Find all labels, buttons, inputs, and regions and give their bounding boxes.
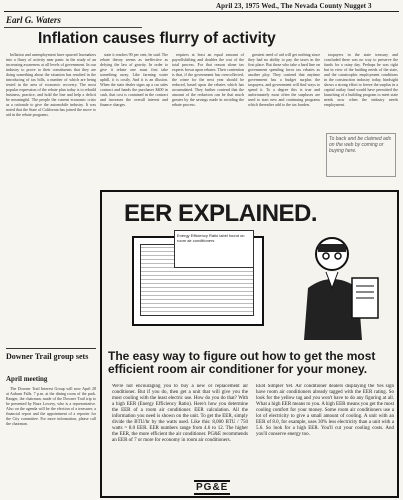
ad-man-illustration bbox=[292, 228, 388, 344]
article-text: greatest need of aid will get nothing since they had no ability to pay the taxes in the first place. But those who take a hard line on government spending favor tax rebates as another ploy. They contend that anytime government has a budget surplus the taxpayers, and government will find ways to spend it. To a degree this is true and unfortunately most often the surpluses are used to start new and continuing programs which thereafter add to the tax burden. bbox=[248, 52, 320, 107]
sidebar-title: Downer Trail group sets bbox=[6, 352, 89, 361]
article-text: requires at least an equal amount of payrollshifting and doubles the cost of the total process. For that reason alone tax experts frown upon rebates. Their contention is that, if the government has overcollected, the crime for the next year should be reduced, based upon the rebates which has accumulated. They further contend that the amount of the reduction can be that much greater by the savings made in avoiding the rebate process. bbox=[172, 52, 244, 107]
ad-subheadline: The easy way to figure out how to get the most efficient room air conditioner for your money. bbox=[108, 349, 376, 376]
article-column-3 bbox=[172, 52, 244, 187]
article-column-1 bbox=[6, 52, 96, 348]
article-text: Inflation and unemployment have spurred lawmakers into a flurry of activity near panic in the study of an increasing awareness at all levels of government. In our industry to prove to their constituents that they are doing something about the situation has resulted in the introducing of tax bills, a number of which are being tested in the area of economic recovery. The most popular expression of the rebate plan today is to rebuild business, practice, and hold the line and help a deficit be meaningful. The people the current economic crisis as a rationale to give the automobile industry. It was noted that the State of California has joined the move to aid in the rebate programs. bbox=[6, 52, 96, 117]
masthead: April 23, 1975 Wed., The Nevada County Nugget 3 bbox=[216, 2, 372, 10]
article-column-2 bbox=[100, 52, 168, 187]
ad-headline: EER EXPLAINED. bbox=[124, 200, 318, 227]
stamp-text: To back and be claimed ads on the web by coming or buying here. bbox=[329, 136, 392, 154]
pge-logo bbox=[194, 482, 230, 493]
library-stamp bbox=[326, 133, 396, 177]
ad-column-1: We're not encouraging you to buy a new or replacement air conditioner. But if you do, then get a unit that will give you the most cooling with the least electric use. How do you do that? With a high EER (Energy Efficiency Ratio). Here's how you determine the EER of a room air conditioner. EER calculation. All the information you need is shown on the unit. To get the EER, simply divide the BTU/hr by the watts used. Like this: 8,000 BTU / 750 watts = 8.0 EER. EER numbers range from 4.6 to 12. The higher the EER, the more efficient the air conditioner. PG&E recommends an EER of 7 or more for economy in room air conditioners. bbox=[112, 384, 248, 443]
article-headline: Inflation causes flurry of activity bbox=[38, 30, 276, 47]
top-rule bbox=[4, 11, 399, 12]
byline: Earl G. Waters bbox=[6, 15, 61, 25]
ad-column-2: EER Simpler Yet. Air conditioner dealers displaying the Yes sign have room air conditioners already tagged with the EER rating. So look for the yellow tag and you won't have to do any figuring at all. What a high EER means to you. A high EER means you get the most cooling comfort for your money. Some room air conditioners use a lot of electricity to give a small amount of cooling. A unit with an EER of 8.0, for example, uses 30% less electricity than a unit with a 5.6. So look for a high EER. You'll cut your cooling costs. And you'll conserve energy too. bbox=[256, 384, 394, 437]
sidebar-text: The Downer Trail Interest Group will now April 28 at Auburn Falls. 7 p.m. at the dining room of the park. Ranger, the chairman, made of the Downer Trail trip to be presented by Buzz Lowery, who is a representative. Also on the agenda will be the election of a treasurer, a financial report and the appointment of a reporter for the City committee. For more information, please call the chairman. bbox=[6, 386, 96, 426]
article-text: state it reaches 90 per cent, he said. The rebate theory seems as ineffective as defying the law of gravity. In order to give it rebate one must first take something away. Like farming water uphill, it is costly. And it is an illusion. When the state dealer signs up a car sales contract and hands the purchaser $400 in cash, that cost is contained in the contract and increases the overall interest and finance charges. bbox=[100, 52, 168, 107]
eer-tag-label: Energy Efficiency Ratio label found on room air conditioners bbox=[174, 230, 254, 268]
byline-rule bbox=[4, 27, 142, 28]
sidebar-subtitle: April meeting bbox=[6, 375, 48, 383]
sidebar-rule bbox=[6, 348, 96, 349]
pge-logo-text: PG&E bbox=[196, 482, 229, 493]
pge-advertisement bbox=[100, 190, 399, 498]
article-text: taxpayers in the state treasury and concluded there was no way to preserve the funds for a rainy day. Perhaps he was right but in view of the battling needs of the state, and the catastrophic employment conditions in the construction industry today, hindsight shows a strong effort to freeze the surplus in a capital outlay fund would have permitted the launching of a building program to meet state needs now when the industry needs employment. bbox=[324, 52, 398, 107]
article-column-5 bbox=[324, 52, 398, 132]
sidebar-body bbox=[6, 386, 96, 498]
article-column-4 bbox=[248, 52, 320, 187]
